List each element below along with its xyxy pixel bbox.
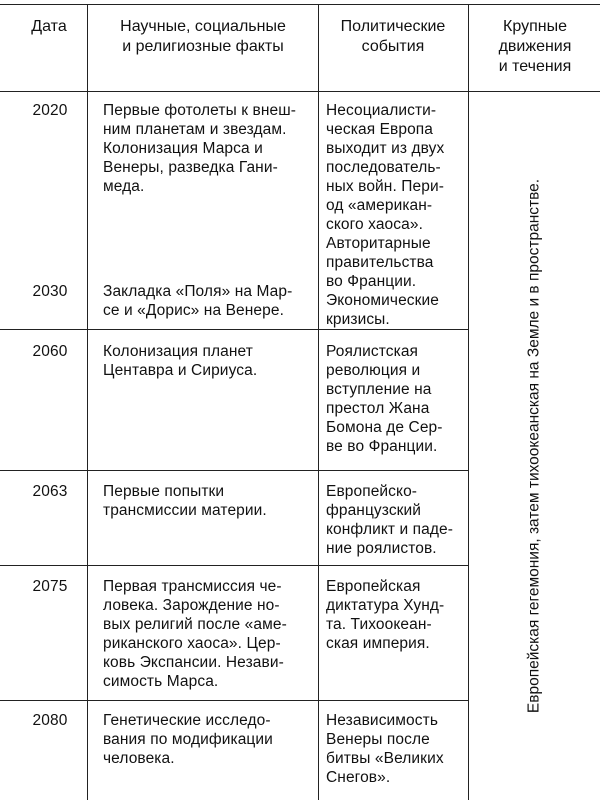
row-politics: Независимость Венеры после битвы «Великих Снегов». [326,712,444,786]
row-divider [0,470,468,471]
row-science: Генетические исследо- вания по модификации человека. [103,712,273,767]
row-date: 2060 [32,343,68,360]
row-divider [0,565,468,566]
row-divider [0,700,468,701]
header-politics: Политические события [340,18,446,55]
row-politics: Роялистская революция и вступление на престол Жана Бомона де Сер- ве во Франции. [326,343,443,455]
row-politics: Несоциалисти- ческая Европа выходит из двух последователь- ных войн. Пери- од «американ- ского хаоса». Авторитарные правительства во Франции. Экономические кризисы. [326,102,445,328]
row-date: 2063 [32,483,68,500]
row-science: Первые фотолеты к внеш- ним планетам и звездам. Колонизация Марса и Венеры, разведка Гани- меда. [103,102,297,195]
movements-cell [468,92,600,800]
row-politics: Европейская диктатура Хунд- та. Тихоокеан- ская империя. [326,578,445,652]
movements-text: Европейская гегемония, затем тихоокеанская на Земле и в пространстве. [525,178,543,714]
header-date: Дата [31,18,67,35]
table-top-rule [0,4,600,5]
row-politics: Европейско- французский конфликт и паде- ние роялистов. [326,483,454,557]
row-date: 2030 [32,283,68,300]
row-science: Закладка «Поля» на Мар- се и «Дорис» на Венере. [103,283,293,319]
row-science: Колонизация планет Центавра и Сириуса. [103,343,258,379]
column-divider [87,4,88,800]
column-divider [318,4,319,800]
row-divider [0,329,468,330]
row-science: Первая трансмиссия че- ловека. Зарождение но- вых религий после «аме- риканского хаоса». Цер- ковь Экспансии. Незави- симость Марса. [103,578,287,690]
header-movements: Крупные движения и течения [498,18,572,75]
row-date: 2075 [32,578,68,595]
header-science: Научные, социальные и религиозные факты [120,18,286,55]
row-date: 2020 [32,102,68,119]
row-science: Первые попытки трансмиссии материи. [103,483,267,519]
row-date: 2080 [32,712,68,729]
